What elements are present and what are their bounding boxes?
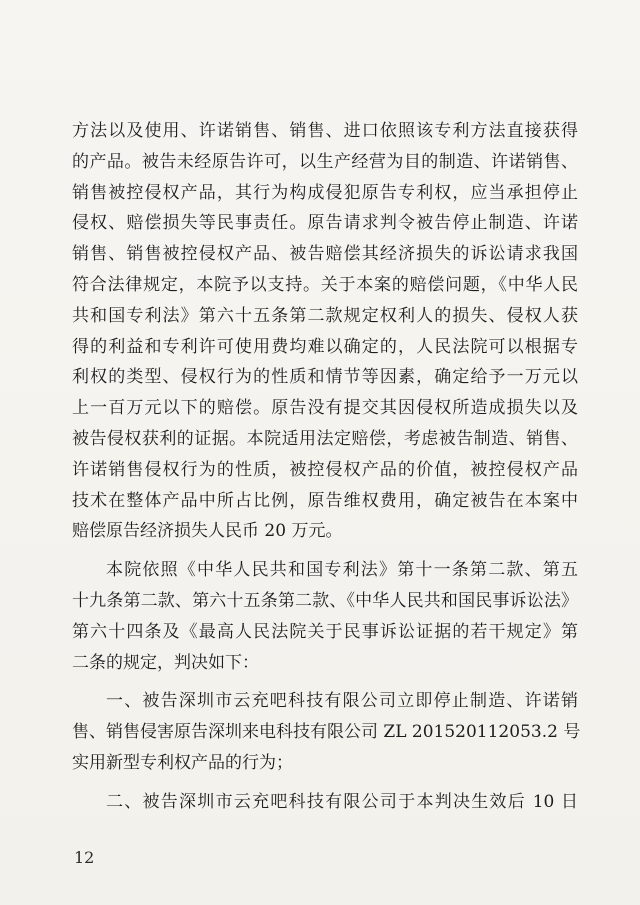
text-line: 符合法律规定，本院予以支持。关于本案的赔偿问题，《中华人民 [72,274,578,295]
text-line: 许诺销售侵权行为的性质，被控侵权产品的价值，被控侵权产品 [72,459,578,480]
text-line: 第六十四条及《最高人民法院关于民事诉讼证据的若干规定》第 [72,621,578,642]
text-line: 本院依照《中华人民共和国专利法》第十一条第二款、第五 [106,560,578,581]
text-line: 得的利益和专利许可使用费均难以确定的，人民法院可以根据专 [72,336,578,357]
text-line: 上一百万元以下的赔偿。原告没有提交其因侵权所造成损失以及 [72,398,578,419]
text-line: 侵权、赔偿损失等民事责任。原告请求判令被告停止制造、许诺 [72,213,578,234]
document-body [72,116,581,818]
text-line: 十九条第二款、第六十五条第二款、《中华人民共和国民事诉讼法》 [72,590,578,611]
text-line: 二条的规定，判决如下： [72,652,259,673]
paragraph-legal-basis [72,555,578,678]
paragraph-judgment-item-1 [72,686,581,778]
text-line: 销售被控侵权产品，其行为构成侵犯原告专利权，应当承担停止 [72,182,578,203]
text-line: 销售、销售被控侵权产品、被告赔偿其经济损失的诉讼请求我国 [72,244,578,265]
paragraph-spacing [72,547,578,555]
text-line: 赔偿原告经济损失人民币 20 万元。 [72,521,343,542]
text-line: 售、销售侵害原告深圳来电科技有限公司 ZL 201520112053.2 号 [72,722,581,743]
page-number: 12 [74,848,95,867]
text-line: 利权的类型、侵权行为的性质和情节等因素，确定给予一万元以 [72,367,578,388]
paragraph-spacing [72,779,578,787]
text-line: 实用新型专利权产品的行为； [72,752,293,773]
text-line: 的产品。被告未经原告许可，以生产经营为目的制造、许诺销售、 [72,151,578,172]
text-line: 技术在整体产品中所占比例，原告维权费用，确定被告在本案中 [72,490,578,511]
paragraph-judgment-item-2 [72,787,578,818]
text-line: 被告侵权获利的证据。本院适用法定赔偿，考虑被告制造、销售、 [72,428,578,449]
paragraph-damages-analysis [72,116,578,547]
text-line: 共和国专利法》第六十五条第二款规定权利人的损失、侵权人获 [72,305,578,326]
text-line: 二、被告深圳市云充吧科技有限公司于本判决生效后 10 日 [106,791,578,812]
text-line: 方法以及使用、许诺销售、销售、进口依照该专利方法直接获得 [72,121,578,141]
text-line: 一、被告深圳市云充吧科技有限公司立即停止制造、许诺销 [106,691,578,712]
paragraph-spacing [72,678,578,686]
